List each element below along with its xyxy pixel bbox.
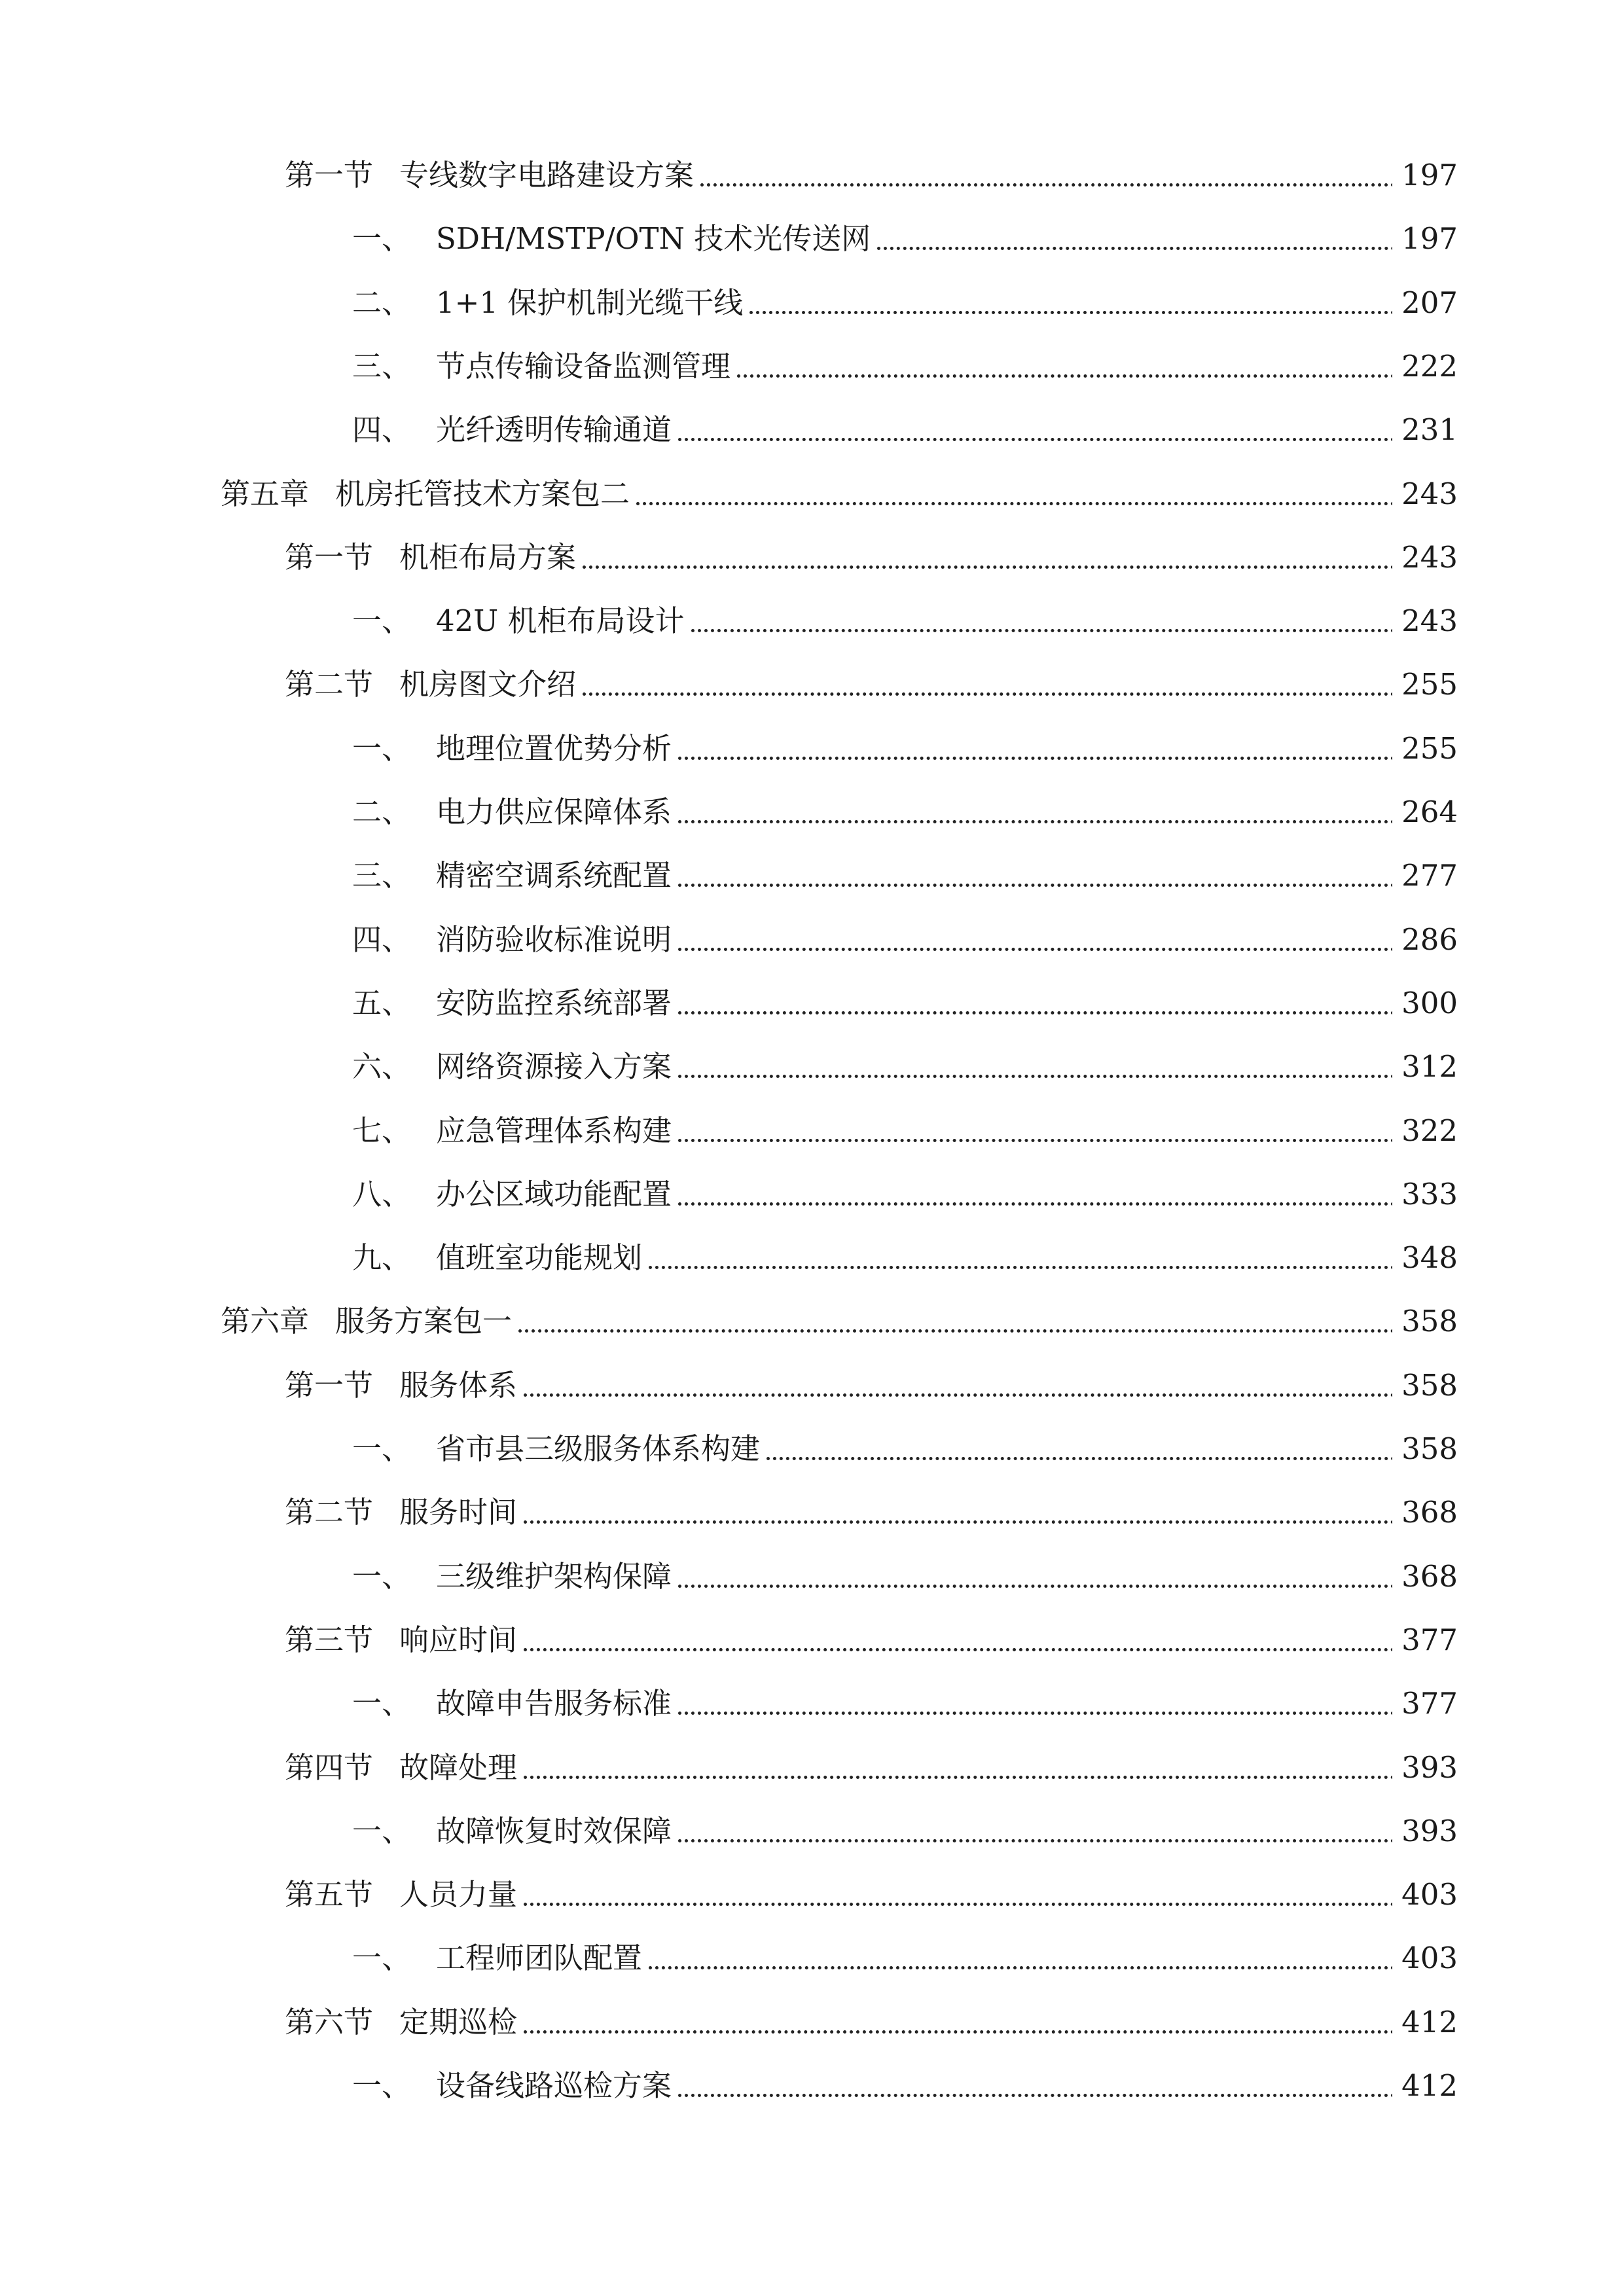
toc-entry-page-number: 255	[1392, 661, 1458, 708]
dot-leader	[700, 183, 1401, 187]
toc-entry-page-number: 243	[1392, 534, 1458, 581]
toc-entry-page-number: 264	[1392, 789, 1458, 836]
toc-entry-item[interactable]	[0, 1171, 1624, 1218]
toc-entry-label	[352, 1107, 678, 1155]
toc-entry-number: 第二节	[285, 1495, 374, 1530]
toc-entry-title: 网络资源接入方案	[436, 1049, 672, 1084]
toc-entry-title: 1+1 保护机制光缆干线	[436, 285, 744, 320]
dot-leader	[691, 629, 1401, 632]
toc-entry-title: 42U 机柜布局设计	[436, 603, 685, 638]
toc-entry-page-number: 277	[1392, 852, 1458, 899]
toc-entry-label	[352, 1234, 649, 1282]
dot-leader	[524, 2030, 1401, 2034]
toc-entry-page-number: 358	[1392, 1426, 1458, 1473]
toc-entry-title: 节点传输设备监测管理	[436, 349, 731, 384]
toc-entry-item[interactable]	[0, 1043, 1624, 1090]
toc-entry-label	[352, 406, 678, 454]
toc-entry-item[interactable]	[0, 215, 1624, 262]
toc-entry-number: 第三节	[285, 1623, 374, 1657]
dot-leader	[649, 1966, 1401, 1969]
toc-entry-section[interactable]	[0, 1744, 1624, 1791]
toc-entry-page-number: 348	[1392, 1234, 1458, 1282]
toc-entry-label	[285, 1744, 524, 1791]
toc-entry-number: 第二节	[285, 667, 374, 702]
dot-leader	[649, 1266, 1401, 1269]
toc-entry-page-number: 358	[1392, 1298, 1458, 1345]
toc-entry-page-number: 255	[1392, 725, 1458, 772]
toc-entry-page-number: 322	[1392, 1107, 1458, 1155]
toc-entry-number: 第五章	[221, 476, 310, 511]
toc-entry-title: 专线数字电路建设方案	[399, 158, 695, 192]
toc-entry-number: 第一节	[285, 158, 374, 192]
dot-leader	[678, 1202, 1401, 1206]
toc-entry-number: 一、	[352, 1941, 412, 1975]
dot-leader	[678, 1839, 1401, 1842]
toc-entry-title: 机房图文介绍	[399, 667, 577, 702]
toc-entry-title: 机柜布局方案	[399, 540, 577, 575]
dot-leader	[583, 565, 1401, 569]
toc-entry-title: 光纤透明传输通道	[436, 412, 672, 447]
toc-entry-label	[352, 852, 678, 899]
toc-entry-section[interactable]	[0, 1617, 1624, 1664]
toc-entry-label	[352, 343, 737, 390]
toc-entry-section[interactable]	[0, 1871, 1624, 1918]
toc-entry-title: 办公区域功能配置	[436, 1177, 672, 1211]
toc-entry-item[interactable]	[0, 916, 1624, 963]
toc-entry-label	[352, 980, 678, 1027]
toc-entry-number: 第五节	[285, 1877, 374, 1912]
toc-entry-label	[352, 725, 678, 772]
toc-entry-page-number: 412	[1392, 2062, 1458, 2109]
toc-entry-section[interactable]	[0, 1999, 1624, 2046]
toc-entry-item[interactable]	[0, 343, 1624, 390]
toc-entry-number: 五、	[352, 986, 412, 1020]
toc-entry-page-number: 368	[1392, 1553, 1458, 1600]
dot-leader	[737, 374, 1401, 378]
toc-entry-label	[352, 279, 749, 327]
toc-entry-item[interactable]	[0, 1234, 1624, 1282]
toc-entry-item[interactable]	[0, 1426, 1624, 1473]
toc-entry-number: 三、	[352, 349, 412, 384]
toc-entry-label	[285, 1871, 524, 1918]
dot-leader	[678, 884, 1401, 887]
toc-entry-title: 消防验收标准说明	[436, 922, 672, 957]
toc-entry-page-number: 412	[1392, 1999, 1458, 2046]
toc-entry-title: 服务时间	[399, 1495, 518, 1530]
dot-leader	[678, 1585, 1401, 1588]
toc-entry-title: 安防监控系统部署	[436, 986, 672, 1020]
dot-leader	[524, 1903, 1401, 1906]
toc-entry-title: 应急管理体系构建	[436, 1113, 672, 1148]
dot-leader	[877, 247, 1401, 250]
toc-entry-page-number: 231	[1392, 406, 1458, 454]
toc-entry-title: 值班室功能规划	[436, 1240, 643, 1275]
toc-entry-title: 设备线路巡检方案	[436, 2068, 672, 2103]
toc-entry-page-number: 243	[1392, 471, 1458, 518]
toc-entry-item[interactable]	[0, 980, 1624, 1027]
toc-entry-section[interactable]	[0, 152, 1624, 199]
dot-leader	[678, 948, 1401, 951]
toc-entry-section[interactable]	[0, 661, 1624, 708]
toc-entry-item[interactable]	[0, 598, 1624, 645]
toc-entry-chapter[interactable]	[0, 471, 1624, 518]
toc-entry-label	[352, 215, 877, 262]
toc-entry-number: 一、	[352, 603, 412, 638]
toc-entry-item[interactable]	[0, 2062, 1624, 2109]
toc-entry-label	[285, 1999, 524, 2046]
toc-entry-label	[352, 916, 678, 963]
toc-entry-item[interactable]	[0, 1107, 1624, 1155]
dot-leader	[678, 1712, 1401, 1715]
toc-entry-page-number: 403	[1392, 1935, 1458, 1982]
toc-entry-page-number: 222	[1392, 343, 1458, 390]
toc-entry-title: SDH/MSTP/OTN 技术光传送网	[436, 221, 871, 256]
toc-entry-item[interactable]	[0, 852, 1624, 899]
toc-entry-page-number: 312	[1392, 1043, 1458, 1090]
toc-entry-page-number: 197	[1392, 215, 1458, 262]
toc-entry-item[interactable]	[0, 1553, 1624, 1600]
toc-entry-title: 服务体系	[399, 1368, 518, 1403]
dot-leader	[767, 1457, 1401, 1460]
toc-entry-number: 第一节	[285, 1368, 374, 1403]
toc-entry-section[interactable]	[0, 1362, 1624, 1409]
toc-entry-label	[285, 152, 700, 199]
dot-leader	[678, 1011, 1401, 1014]
toc-entry-title: 地理位置优势分析	[436, 731, 672, 766]
toc-entry-page-number: 377	[1392, 1617, 1458, 1664]
dot-leader	[518, 1329, 1401, 1333]
dot-leader	[749, 311, 1401, 314]
toc-entry-label	[352, 1808, 678, 1855]
toc-entry-page-number: 243	[1392, 598, 1458, 645]
toc-entry-item[interactable]	[0, 1808, 1624, 1855]
dot-leader	[636, 502, 1401, 505]
toc-entry-item[interactable]	[0, 1680, 1624, 1727]
toc-entry-section[interactable]	[0, 1489, 1624, 1536]
toc-entry-number: 八、	[352, 1177, 412, 1211]
toc-entry-number: 第四节	[285, 1750, 374, 1785]
toc-entry-title: 响应时间	[399, 1623, 518, 1657]
toc-entry-number: 一、	[352, 221, 412, 256]
toc-entry-item[interactable]	[0, 1935, 1624, 1982]
toc-entry-label	[352, 598, 691, 645]
toc-entry-number: 二、	[352, 795, 412, 829]
toc-entry-page-number: 207	[1392, 279, 1458, 327]
toc-entry-page-number: 333	[1392, 1171, 1458, 1218]
toc-entry-number: 一、	[352, 731, 412, 766]
dot-leader	[678, 757, 1401, 760]
toc-entry-number: 七、	[352, 1113, 412, 1148]
toc-entry-title: 故障恢复时效保障	[436, 1814, 672, 1848]
toc-entry-title: 故障申告服务标准	[436, 1686, 672, 1721]
dot-leader	[678, 820, 1401, 823]
toc-entry-page-number: 300	[1392, 980, 1458, 1027]
toc-entry-title: 定期巡检	[399, 2005, 518, 2039]
toc-entry-label	[352, 1553, 678, 1600]
toc-entry-title: 机房托管技术方案包二	[335, 476, 630, 511]
toc-entry-label	[352, 1935, 649, 1982]
toc-entry-title: 工程师团队配置	[436, 1941, 643, 1975]
toc-entry-page-number: 403	[1392, 1871, 1458, 1918]
toc-entry-number: 一、	[352, 1559, 412, 1594]
toc-entry-label	[285, 661, 583, 708]
toc-entry-page-number: 368	[1392, 1489, 1458, 1536]
toc-entry-item[interactable]	[0, 406, 1624, 454]
toc-entry-label	[352, 789, 678, 836]
toc-entry-number: 第一节	[285, 540, 374, 575]
dot-leader	[678, 2094, 1401, 2097]
dot-leader	[678, 1075, 1401, 1078]
toc-entry-item[interactable]	[0, 279, 1624, 327]
dot-leader	[678, 438, 1401, 441]
toc-entry-number: 一、	[352, 1814, 412, 1848]
toc-entry-title: 电力供应保障体系	[436, 795, 672, 829]
toc-entry-label	[285, 1362, 524, 1409]
toc-entry-page-number: 393	[1392, 1808, 1458, 1855]
dot-leader	[524, 1648, 1401, 1651]
toc-entry-number: 四、	[352, 412, 412, 447]
toc-entry-page-number: 358	[1392, 1362, 1458, 1409]
dot-leader	[524, 1776, 1401, 1779]
toc-entry-number: 四、	[352, 922, 412, 957]
toc-entry-label	[285, 1489, 524, 1536]
toc-entry-page-number: 286	[1392, 916, 1458, 963]
dot-leader	[524, 1393, 1401, 1397]
toc-entry-number: 第六节	[285, 2005, 374, 2039]
toc-entry-title: 服务方案包一	[335, 1304, 513, 1338]
toc-entry-number: 一、	[352, 1431, 412, 1466]
toc-entry-item[interactable]	[0, 725, 1624, 772]
toc-entry-label	[221, 471, 636, 518]
toc-entry-title: 精密空调系统配置	[436, 858, 672, 893]
toc-entry-section[interactable]	[0, 534, 1624, 581]
toc-entry-title: 故障处理	[399, 1750, 518, 1785]
toc-entry-label	[285, 534, 583, 581]
toc-entry-number: 一、	[352, 1686, 412, 1721]
toc-entry-number: 九、	[352, 1240, 412, 1275]
toc-entry-item[interactable]	[0, 789, 1624, 836]
dot-leader	[524, 1520, 1401, 1524]
toc-entry-number: 三、	[352, 858, 412, 893]
toc-entry-label	[352, 1043, 678, 1090]
toc-entry-title: 省市县三级服务体系构建	[436, 1431, 761, 1466]
toc-entry-number: 第六章	[221, 1304, 310, 1338]
toc-entry-label	[352, 1426, 767, 1473]
dot-leader	[583, 692, 1401, 696]
toc-entry-page-number: 197	[1392, 152, 1458, 199]
toc-entry-page-number: 393	[1392, 1744, 1458, 1791]
toc-entry-title: 三级维护架构保障	[436, 1559, 672, 1594]
toc-entry-label	[352, 2062, 678, 2109]
toc-entry-number: 一、	[352, 2068, 412, 2103]
toc-entry-title: 人员力量	[399, 1877, 518, 1912]
toc-entry-chapter[interactable]	[0, 1298, 1624, 1345]
toc-entry-page-number: 377	[1392, 1680, 1458, 1727]
toc-entry-label	[285, 1617, 524, 1664]
dot-leader	[678, 1139, 1401, 1142]
toc-entry-number: 二、	[352, 285, 412, 320]
toc-entry-number: 六、	[352, 1049, 412, 1084]
toc-entry-label	[352, 1680, 678, 1727]
toc-entry-label	[221, 1298, 518, 1345]
toc-entry-label	[352, 1171, 678, 1218]
